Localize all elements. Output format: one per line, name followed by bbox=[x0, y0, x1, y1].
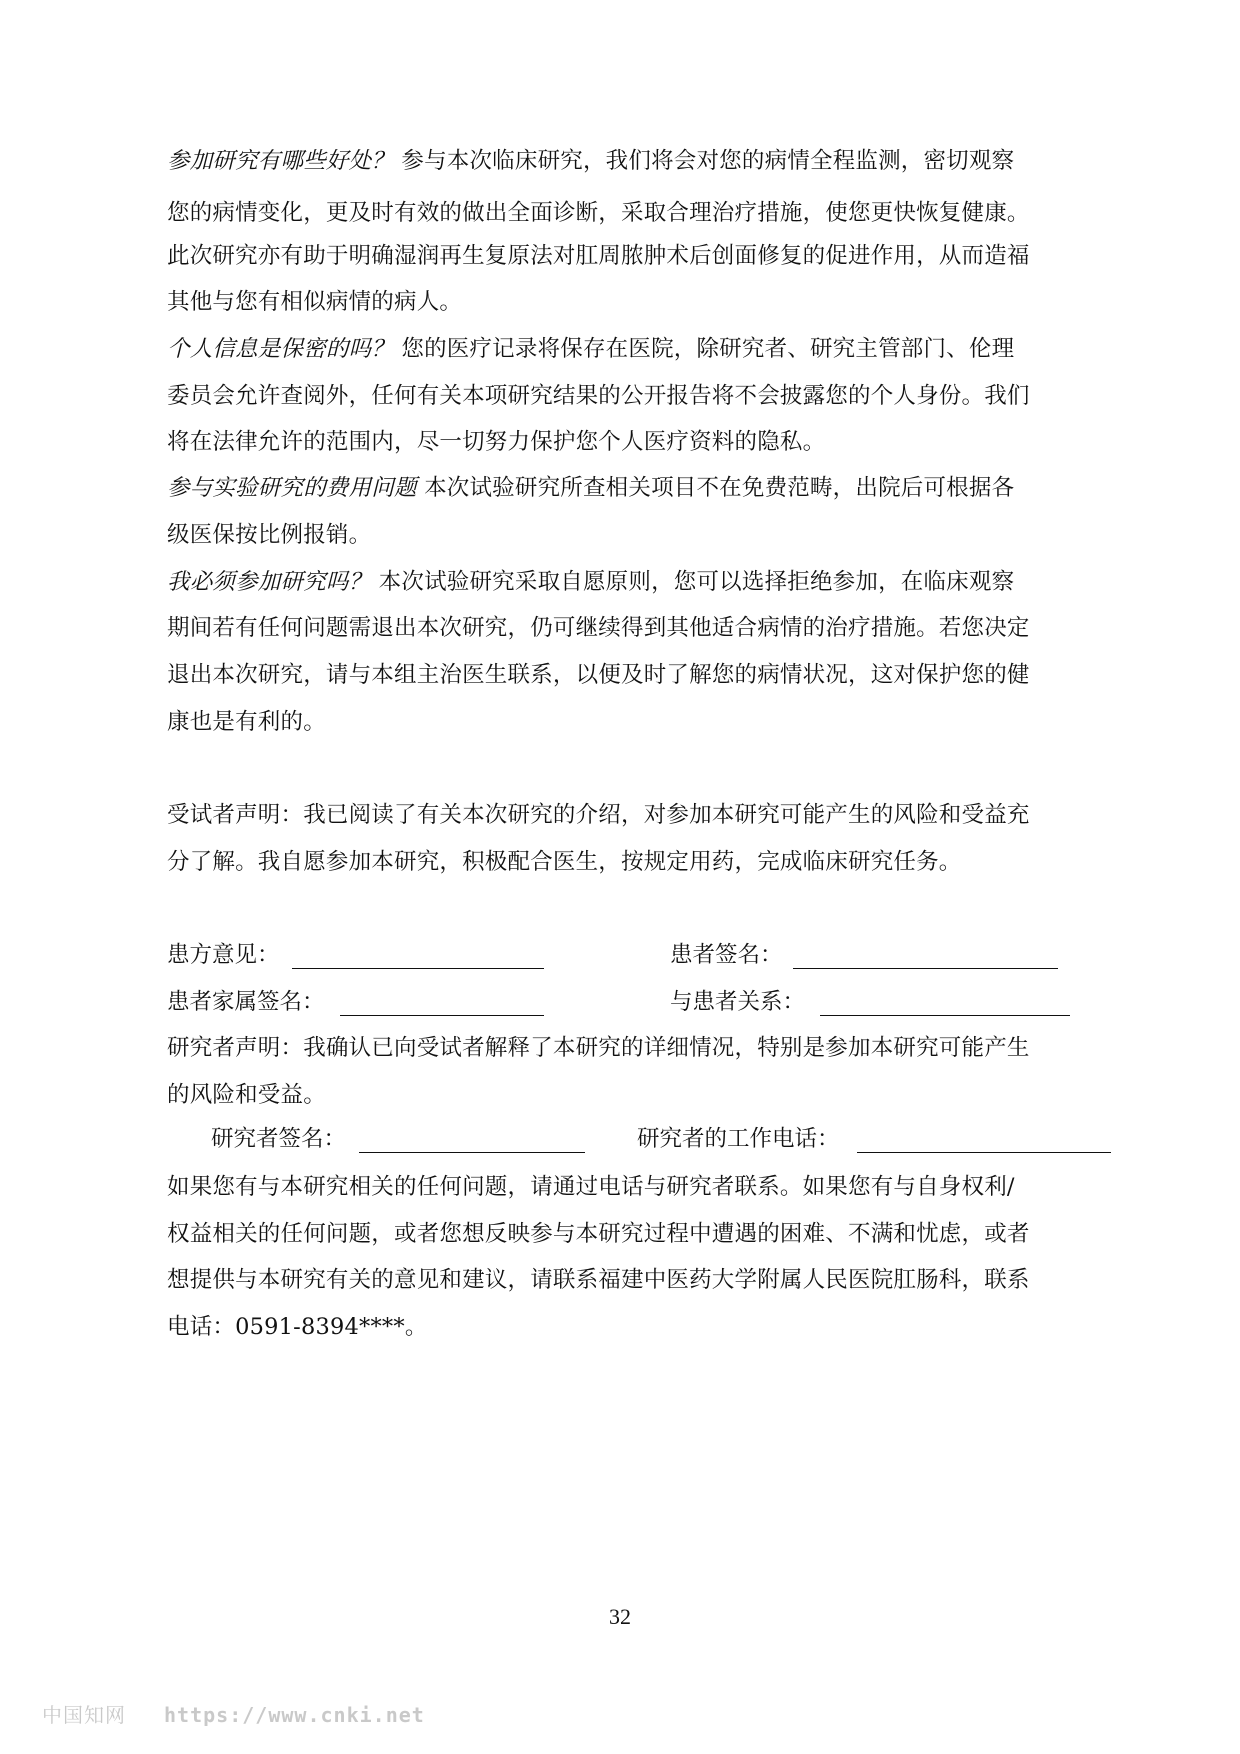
patient-opinion-field[interactable] bbox=[292, 968, 544, 969]
signature-row-2 bbox=[0, 987, 1240, 1019]
patient-opinion-label: 患方意见： bbox=[167, 942, 280, 968]
patient-signature-label: 患者签名： bbox=[670, 942, 783, 968]
privacy-line-2: 委员会允许查阅外，任何有关本项研究结果的公开报告将不会披露您的个人身份。我们 bbox=[167, 383, 1030, 409]
page-number: 32 bbox=[609, 1604, 631, 1629]
voluntary-line-1 bbox=[167, 567, 1014, 597]
contact-line-3: 想提供与本研究有关的意见和建议，请联系福建中医药大学附属人民医院肛肠科，联系 bbox=[167, 1267, 1030, 1293]
family-signature-field[interactable] bbox=[340, 1015, 544, 1016]
voluntary-line-3: 退出本次研究，请与本组主治医生联系，以便及时了解您的病情状况，这对保护您的健 bbox=[167, 662, 1030, 688]
subject-statement-line-2: 分了解。我自愿参加本研究，积极配合医生，按规定用药，完成临床研究任务。 bbox=[167, 849, 962, 875]
benefits-text: 参与本次临床研究，我们将会对您的病情全程监测，密切观察 bbox=[401, 148, 1015, 174]
privacy-line-1 bbox=[167, 334, 1014, 364]
family-signature-label: 患者家属签名： bbox=[167, 989, 325, 1015]
cost-text: 本次试验研究所查相关项目不在免费范畴，出院后可根据各 bbox=[424, 475, 1015, 501]
benefits-line-1 bbox=[167, 146, 1014, 176]
researcher-signature-label: 研究者签名： bbox=[211, 1126, 347, 1152]
signature-row-3 bbox=[0, 1124, 1240, 1156]
watermark-name: 中国知网 bbox=[42, 1703, 126, 1727]
privacy-text: 您的医疗记录将保存在医院，除研究者、研究主管部门、伦理 bbox=[401, 336, 1015, 362]
watermark-url: https://www.cnki.net bbox=[164, 1703, 425, 1727]
benefits-line-2: 您的病情变化，更及时有效的做出全面诊断，采取合理治疗措施，使您更快恢复健康。 bbox=[167, 200, 1030, 226]
voluntary-line-4: 康也是有利的。 bbox=[167, 709, 326, 735]
signature-row-1 bbox=[0, 940, 1240, 972]
benefits-question: 参加研究有哪些好处？ bbox=[167, 148, 395, 174]
voluntary-text: 本次试验研究采取自愿原则，您可以选择拒绝参加，在临床观察 bbox=[378, 569, 1015, 595]
privacy-question: 个人信息是保密的吗？ bbox=[167, 336, 395, 362]
patient-signature-field[interactable] bbox=[793, 968, 1058, 969]
researcher-statement-line-2: 的风险和受益。 bbox=[167, 1082, 326, 1108]
researcher-phone-label: 研究者的工作电话： bbox=[637, 1126, 840, 1152]
researcher-statement-line-1: 研究者声明：我确认已向受试者解释了本研究的详细情况，特别是参加本研究可能产生 bbox=[167, 1035, 1030, 1061]
contact-line-4: 电话：0591-8394****。 bbox=[167, 1314, 428, 1340]
contact-line-2: 权益相关的任何问题，或者您想反映参与本研究过程中遭遇的困难、不满和忧虑，或者 bbox=[167, 1221, 1030, 1247]
cnki-watermark bbox=[42, 1702, 425, 1728]
relationship-label: 与患者关系： bbox=[670, 989, 806, 1015]
cost-question: 参与实验研究的费用问题 bbox=[167, 475, 417, 501]
contact-line-1: 如果您有与本研究相关的任何问题，请通过电话与研究者联系。如果您有与自身权利/ bbox=[167, 1174, 1015, 1200]
benefits-line-3: 此次研究亦有助于明确湿润再生复原法对肛周脓肿术后创面修复的促进作用，从而造福 bbox=[167, 243, 1030, 269]
privacy-line-3: 将在法律允许的范围内，尽一切努力保护您个人医疗资料的隐私。 bbox=[167, 429, 826, 455]
subject-statement-line-1: 受试者声明：我已阅读了有关本次研究的介绍，对参加本研究可能产生的风险和受益充 bbox=[167, 802, 1030, 828]
benefits-line-4: 其他与您有相似病情的病人。 bbox=[167, 289, 463, 315]
cost-line-2: 级医保按比例报销。 bbox=[167, 522, 372, 548]
relationship-field[interactable] bbox=[820, 1015, 1070, 1016]
cost-line-1 bbox=[167, 473, 1014, 503]
voluntary-question: 我必须参加研究吗？ bbox=[167, 569, 372, 595]
researcher-signature-field[interactable] bbox=[359, 1152, 585, 1153]
researcher-phone-field[interactable] bbox=[857, 1152, 1111, 1153]
voluntary-line-2: 期间若有任何问题需退出本次研究，仍可继续得到其他适合病情的治疗措施。若您决定 bbox=[167, 615, 1030, 641]
